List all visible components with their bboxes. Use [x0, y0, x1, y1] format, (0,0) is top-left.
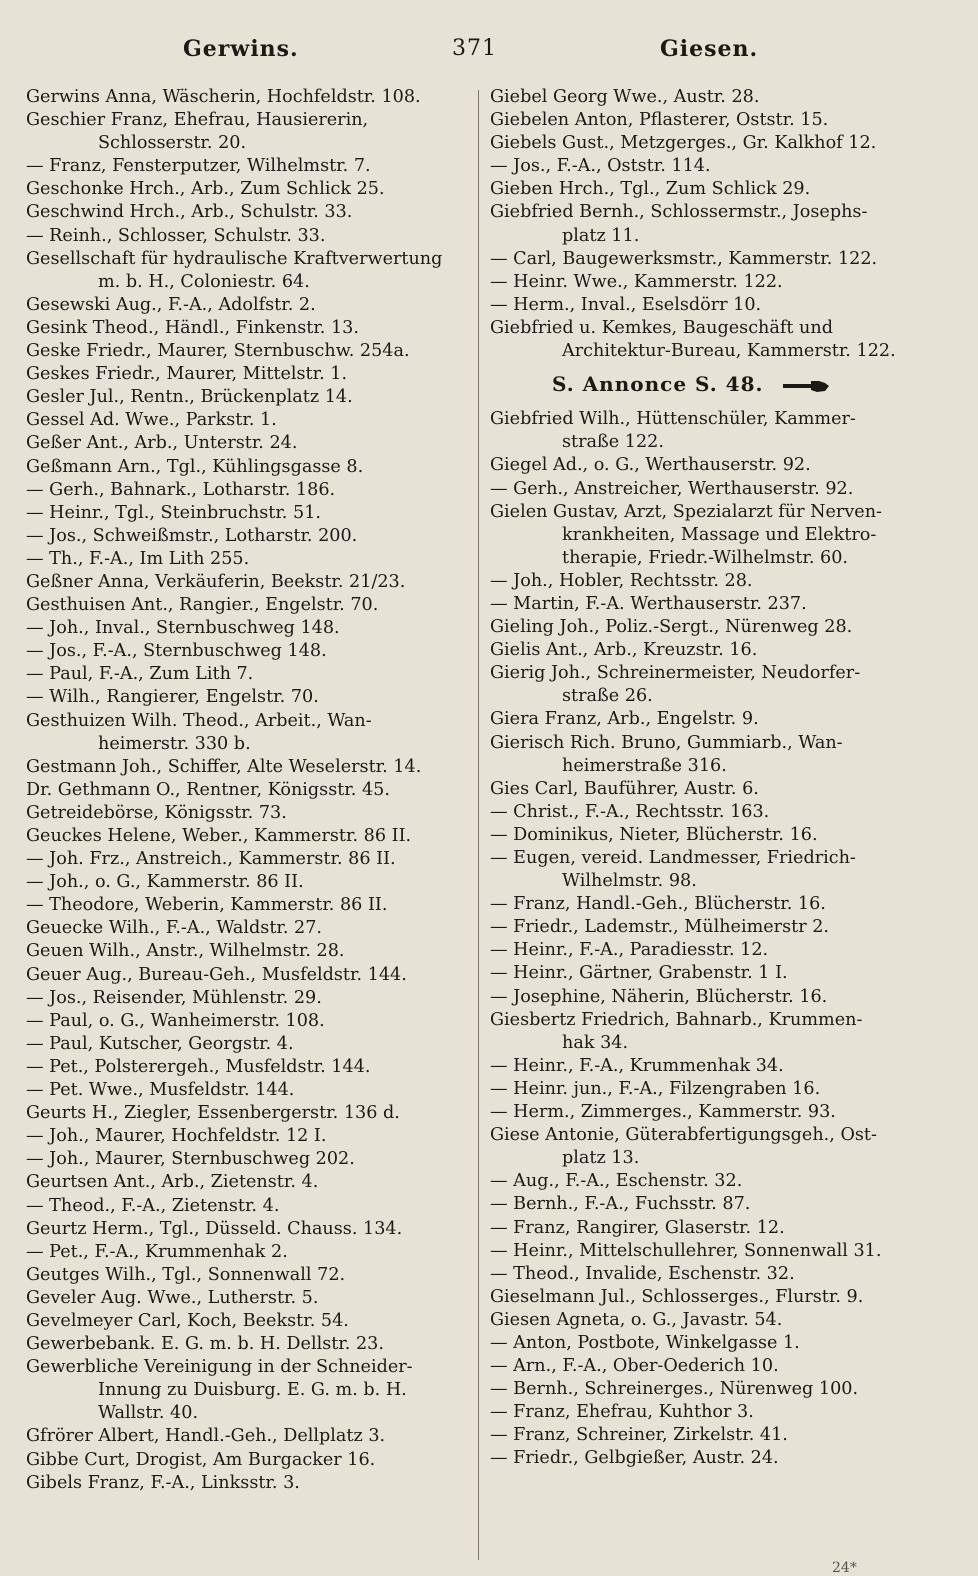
directory-entry — [490, 155, 932, 178]
entry-line: — Gerh., Anstreicher, Werthauserstr. 92. — [490, 478, 854, 499]
directory-entry — [26, 594, 466, 617]
entry-line: — Joh., Inval., Sternbuschweg 148. — [26, 618, 340, 639]
directory-entry — [490, 708, 932, 731]
directory-entry — [26, 178, 466, 201]
entry-line: Giese Antonie, Güterabfertigungsgeh., Ost- — [490, 1125, 877, 1146]
entry-line: — Herm., Inval., Eselsdörr 10. — [490, 294, 762, 315]
entry-continuation-line: therapie, Friedr.-Wilhelmstr. 60. — [562, 547, 848, 568]
entry-line: — Joh., Maurer, Sternbuschweg 202. — [26, 1149, 355, 1170]
entry-line: — Bernh., F.-A., Fuchsstr. 87. — [490, 1194, 751, 1215]
directory-entry — [26, 617, 466, 640]
directory-entry — [26, 225, 466, 248]
right-column-bottom-entries — [490, 408, 932, 1470]
entry-line: — Arn., F.-A., Ober-Oederich 10. — [490, 1356, 779, 1377]
annonce-banner — [490, 373, 932, 396]
directory-entry — [490, 893, 932, 916]
directory-entry — [26, 825, 466, 848]
entry-line: — Franz, Handl.-Geh., Blücherstr. 16. — [490, 894, 826, 915]
entry-line: — Franz, Fensterputzer, Wilhelmstr. 7. — [26, 156, 371, 177]
directory-entry — [490, 1101, 932, 1124]
directory-entry — [26, 363, 466, 386]
directory-entry — [490, 501, 932, 570]
entry-line: — Anton, Postbote, Winkelgasse 1. — [490, 1332, 800, 1353]
entry-line: — Theodore, Weberin, Kammerstr. 86 II. — [26, 895, 388, 916]
directory-entry — [26, 109, 466, 155]
directory-entry — [26, 409, 466, 432]
directory-entry — [490, 1193, 932, 1216]
entry-line: — Aug., F.-A., Eschenstr. 32. — [490, 1171, 743, 1192]
directory-entry — [26, 248, 466, 294]
directory-entry — [26, 894, 466, 917]
directory-entry — [26, 710, 466, 756]
directory-entry — [26, 640, 466, 663]
page-number: 371 — [452, 36, 497, 61]
directory-entry — [26, 1218, 466, 1241]
entry-line: Geschier Franz, Ehefrau, Hausiererin, — [26, 110, 369, 131]
entry-line: Geßner Anna, Verkäuferin, Beekstr. 21/23. — [26, 571, 406, 592]
entry-line: — Gerh., Bahnark., Lotharstr. 186. — [26, 479, 336, 500]
entry-line: — Carl, Baugewerksmstr., Kammerstr. 122. — [490, 248, 878, 269]
entry-line: Gieselmann Jul., Schlosserges., Flurstr. 9. — [490, 1286, 864, 1307]
directory-entry — [26, 1425, 466, 1448]
directory-entry — [490, 1332, 932, 1355]
entry-line: Geskes Friedr., Maurer, Mittelstr. 1. — [26, 364, 348, 385]
directory-entry — [26, 1356, 466, 1425]
directory-entry — [26, 386, 466, 409]
entry-line: Geuecke Wilh., F.-A., Waldstr. 27. — [26, 918, 323, 939]
entry-line: — Jos., F.-A., Sternbuschweg 148. — [26, 641, 327, 662]
directory-entry — [490, 847, 932, 893]
entry-continuation-line: Innung zu Duisburg. E. G. m. b. H. — [98, 1380, 407, 1401]
entry-line: — Paul, Kutscher, Georgstr. 4. — [26, 1033, 294, 1054]
right-column — [490, 86, 932, 1471]
directory-entry — [26, 1148, 466, 1171]
entry-line: — Paul, o. G., Wanheimerstr. 108. — [26, 1010, 325, 1031]
entry-line: Gesler Jul., Rentn., Brückenplatz 14. — [26, 387, 353, 408]
entry-line: — Theod., F.-A., Zietenstr. 4. — [26, 1195, 280, 1216]
entry-line: Giesbertz Friedrich, Bahnarb., Krummen- — [490, 1009, 863, 1030]
entry-line: — Josephine, Näherin, Blücherstr. 16. — [490, 986, 828, 1007]
entry-line: Geurtsen Ant., Arb., Zietenstr. 4. — [26, 1172, 319, 1193]
left-column — [26, 86, 466, 1495]
entry-continuation-line: heimerstraße 316. — [562, 755, 727, 776]
directory-entry — [26, 1125, 466, 1148]
directory-entry — [490, 778, 932, 801]
entry-line: Geuckes Helene, Weber., Kammerstr. 86 II. — [26, 826, 412, 846]
entry-line: Geschwind Hrch., Arb., Schulstr. 33. — [26, 202, 353, 223]
entry-continuation-line: m. b. H., Coloniestr. 64. — [98, 271, 310, 292]
entry-line: Giera Franz, Arb., Engelstr. 9. — [490, 709, 759, 730]
directory-entry — [26, 1241, 466, 1264]
entry-line: Gies Carl, Bauführer, Austr. 6. — [490, 778, 759, 799]
entry-line: Geuen Wilh., Anstr., Wilhelmstr. 28. — [26, 941, 345, 962]
directory-entry — [26, 317, 466, 340]
entry-continuation-line: Schlosserstr. 20. — [98, 133, 247, 154]
entry-line: — Friedr., Gelbgießer, Austr. 24. — [490, 1448, 779, 1469]
entry-line: Gesellschaft für hydraulische Kraftverwertung — [26, 248, 443, 269]
entry-line: Geske Friedr., Maurer, Sternbuschw. 254a. — [26, 341, 410, 362]
directory-entry — [26, 663, 466, 686]
entry-line: Gesewski Aug., F.-A., Adolfstr. 2. — [26, 294, 316, 315]
entry-line: Giebfried u. Kemkes, Baugeschäft und — [490, 317, 833, 338]
entry-line: Geschonke Hrch., Arb., Zum Schlick 25. — [26, 179, 385, 200]
directory-entry — [26, 201, 466, 224]
entry-line: — Heinr., F.-A., Paradiesstr. 12. — [490, 940, 769, 961]
entry-line: — Heinr., Tgl., Steinbruchstr. 51. — [26, 502, 321, 523]
directory-entry — [26, 756, 466, 779]
directory-entry — [26, 1449, 466, 1472]
entry-continuation-line: straße 122. — [562, 432, 664, 453]
entry-line: — Eugen, vereid. Landmesser, Friedrich- — [490, 848, 856, 868]
entry-line: Gieben Hrch., Tgl., Zum Schlick 29. — [490, 179, 811, 200]
directory-entry — [26, 525, 466, 548]
entry-line: Giebfried Wilh., Hüttenschüler, Kammer- — [490, 409, 856, 430]
directory-entry — [490, 1355, 932, 1378]
entry-line: Gfrörer Albert, Handl.-Geh., Dellplatz 3. — [26, 1426, 386, 1447]
directory-entry — [26, 1079, 466, 1102]
entry-line: Gibels Franz, F.-A., Linksstr. 3. — [26, 1472, 300, 1493]
directory-entry — [490, 132, 932, 155]
directory-entry — [490, 1309, 932, 1332]
directory-entry — [26, 479, 466, 502]
entry-line: Gessel Ad. Wwe., Parkstr. 1. — [26, 410, 277, 431]
entry-line: Giebelen Anton, Pflasterer, Oststr. 15. — [490, 110, 829, 131]
entry-line: Geuer Aug., Bureau-Geh., Musfeldstr. 144. — [26, 964, 407, 985]
entry-line: — Jos., Reisender, Mühlenstr. 29. — [26, 987, 322, 1008]
entry-line: — Pet. Wwe., Musfeldstr. 144. — [26, 1080, 295, 1101]
directory-entry — [490, 1263, 932, 1286]
entry-line: Dr. Gethmann O., Rentner, Königsstr. 45. — [26, 779, 390, 800]
directory-entry — [26, 686, 466, 709]
entry-line: Gielen Gustav, Arzt, Spezialarzt für Nerven- — [490, 501, 882, 522]
directory-entry — [490, 1240, 932, 1263]
entry-line: Giesen Agneta, o. G., Javastr. 54. — [490, 1309, 783, 1330]
directory-entry — [490, 824, 932, 847]
entry-line: Giebfried Bernh., Schlossermstr., Josephs- — [490, 202, 868, 223]
directory-entry — [490, 916, 932, 939]
entry-line: Giebels Gust., Metzgerges., Gr. Kalkhof 12. — [490, 133, 877, 154]
entry-continuation-line: straße 26. — [562, 686, 653, 707]
entry-line: — Joh., o. G., Kammerstr. 86 II. — [26, 872, 304, 893]
entry-line: Gewerbebank. E. G. m. b. H. Dellstr. 23. — [26, 1334, 384, 1355]
directory-entry — [26, 1310, 466, 1333]
annonce-text: S. Annonce S. 48. — [552, 372, 764, 397]
entry-line: — Heinr. jun., F.-A., Filzengraben 16. — [490, 1078, 821, 1099]
entry-line: — Paul, F.-A., Zum Lith 7. — [26, 664, 254, 685]
entry-line: Gieling Joh., Poliz.-Sergt., Nürenweg 28. — [490, 617, 853, 638]
directory-entry — [490, 1124, 932, 1170]
entry-line: — Jos., F.-A., Oststr. 114. — [490, 156, 711, 177]
header-left-catchword: Gerwins. — [183, 36, 299, 62]
directory-entry — [490, 1401, 932, 1424]
entry-line: — Pet., F.-A., Krummenhak 2. — [26, 1241, 288, 1262]
directory-entry — [490, 801, 932, 824]
entry-line: Gibbe Curt, Drogist, Am Burgacker 16. — [26, 1449, 376, 1470]
directory-entry — [26, 1010, 466, 1033]
directory-entry — [26, 548, 466, 571]
entry-line: — Franz, Rangirer, Glaserstr. 12. — [490, 1217, 785, 1238]
entry-continuation-line: hak 34. — [562, 1032, 629, 1053]
entry-line: — Reinh., Schlosser, Schulstr. 33. — [26, 225, 326, 246]
directory-entry — [490, 317, 932, 363]
directory-entry — [490, 1447, 932, 1470]
directory-entry — [490, 570, 932, 593]
entry-continuation-line: heimerstr. 330 b. — [98, 733, 251, 754]
entry-line: — Joh. Frz., Anstreich., Kammerstr. 86 II. — [26, 849, 396, 870]
directory-entry — [26, 964, 466, 987]
directory-entry — [490, 1078, 932, 1101]
entry-line: Gevelmeyer Carl, Koch, Beekstr. 54. — [26, 1310, 349, 1331]
directory-entry — [490, 1055, 932, 1078]
directory-entry — [490, 408, 932, 454]
entry-continuation-line: platz 11. — [562, 225, 640, 246]
directory-entry — [490, 1424, 932, 1447]
entry-line: Gielis Ant., Arb., Kreuzstr. 16. — [490, 640, 758, 661]
directory-entry — [26, 456, 466, 479]
directory-entry — [490, 1009, 932, 1055]
entry-line: Gesink Theod., Händl., Finkenstr. 13. — [26, 317, 359, 338]
entry-continuation-line: Architektur-Bureau, Kammerstr. 122. — [562, 341, 896, 362]
entry-line: Gestmann Joh., Schiffer, Alte Weselerstr. 14. — [26, 756, 422, 777]
entry-line: — Joh., Maurer, Hochfeldstr. 12 I. — [26, 1126, 327, 1147]
directory-entry — [26, 1287, 466, 1310]
directory-entry — [26, 848, 466, 871]
entry-line: Gierig Joh., Schreinermeister, Neudorfer- — [490, 663, 861, 684]
entry-line: — Theod., Invalide, Eschenstr. 32. — [490, 1263, 795, 1284]
entry-line: Gierisch Rich. Bruno, Gummiarb., Wan- — [490, 732, 843, 753]
directory-entry — [490, 201, 932, 247]
directory-entry — [26, 571, 466, 594]
page-header — [0, 36, 978, 76]
entry-line: — Heinr., Mittelschullehrer, Sonnenwall 31. — [490, 1240, 882, 1261]
directory-entry — [490, 294, 932, 317]
directory-entry — [26, 340, 466, 363]
entry-line: — Joh., Hobler, Rechtsstr. 28. — [490, 570, 753, 591]
directory-entry — [490, 639, 932, 662]
entry-line: — Heinr., F.-A., Krummenhak 34. — [490, 1055, 784, 1076]
directory-entry — [26, 1056, 466, 1079]
directory-entry — [26, 1264, 466, 1287]
entry-line: — Pet., Polsterergeh., Musfeldstr. 144. — [26, 1056, 371, 1077]
directory-entry — [26, 1195, 466, 1218]
entry-line: Gesthuizen Wilh. Theod., Arbeit., Wan- — [26, 710, 372, 731]
entry-line: — Herm., Zimmerges., Kammerstr. 93. — [490, 1102, 836, 1123]
column-divider — [478, 90, 479, 1560]
header-right-catchword: Giesen. — [660, 36, 759, 62]
entry-line: — Martin, F.-A. Werthauserstr. 237. — [490, 593, 807, 614]
entry-line: — Heinr., Gärtner, Grabenstr. 1 I. — [490, 963, 788, 984]
directory-entry — [26, 1171, 466, 1194]
directory-entry — [26, 155, 466, 178]
directory-entry — [490, 1286, 932, 1309]
directory-entry — [490, 86, 932, 109]
directory-entry — [26, 1333, 466, 1356]
directory-entry — [490, 248, 932, 271]
directory-entry — [26, 502, 466, 525]
entry-line: — Franz, Ehefrau, Kuhthor 3. — [490, 1402, 754, 1423]
entry-line: Geßer Ant., Arb., Unterstr. 24. — [26, 433, 298, 454]
directory-entry — [490, 986, 932, 1009]
entry-line: — Jos., Schweißmstr., Lotharstr. 200. — [26, 525, 358, 546]
directory-entry — [26, 432, 466, 455]
directory-entry — [26, 294, 466, 317]
directory-entry — [26, 779, 466, 802]
directory-entry — [490, 271, 932, 294]
entry-line: Geutges Wilh., Tgl., Sonnenwall 72. — [26, 1264, 346, 1285]
entry-line: Gewerbliche Vereinigung in der Schneider- — [26, 1357, 413, 1378]
directory-entry — [490, 616, 932, 639]
directory-entry — [490, 593, 932, 616]
directory-entry — [26, 940, 466, 963]
entry-line: — Th., F.-A., Im Lith 255. — [26, 548, 250, 569]
directory-entry — [490, 478, 932, 501]
directory-entry — [490, 1217, 932, 1240]
directory-entry — [490, 178, 932, 201]
entry-continuation-line: Wallstr. 40. — [98, 1403, 199, 1424]
entry-continuation-line: platz 13. — [562, 1148, 640, 1169]
directory-entry — [490, 454, 932, 477]
directory-entry — [26, 1102, 466, 1125]
pointing-hand-icon — [781, 377, 831, 395]
entry-line: — Wilh., Rangierer, Engelstr. 70. — [26, 687, 319, 708]
entry-line: — Franz, Schreiner, Zirkelstr. 41. — [490, 1425, 788, 1446]
entry-line: — Friedr., Lademstr., Mülheimerstr 2. — [490, 917, 829, 938]
directory-entry — [490, 662, 932, 708]
entry-line: — Christ., F.-A., Rechtsstr. 163. — [490, 801, 770, 822]
right-column-top-entries — [490, 86, 932, 363]
entry-line: Getreidebörse, Königsstr. 73. — [26, 802, 287, 823]
directory-entry — [490, 962, 932, 985]
directory-entry — [26, 802, 466, 825]
directory-entry — [490, 1170, 932, 1193]
directory-entry — [26, 86, 466, 109]
entry-continuation-line: krankheiten, Massage und Elektro- — [562, 524, 877, 545]
entry-line: Geveler Aug. Wwe., Lutherstr. 5. — [26, 1287, 319, 1308]
directory-entry — [26, 917, 466, 940]
entry-line: Gesthuisen Ant., Rangier., Engelstr. 70. — [26, 595, 379, 616]
entry-continuation-line: Wilhelmstr. 98. — [562, 871, 697, 892]
entry-line: Geurtz Herm., Tgl., Düsseld. Chauss. 134. — [26, 1218, 403, 1239]
entry-line: Geßmann Arn., Tgl., Kühlingsgasse 8. — [26, 456, 364, 477]
entry-line: Giegel Ad., o. G., Werthauserstr. 92. — [490, 455, 811, 476]
directory-entry — [490, 109, 932, 132]
entry-line: Gerwins Anna, Wäscherin, Hochfeldstr. 108. — [26, 87, 421, 107]
directory-entry — [26, 1472, 466, 1495]
directory-entry — [490, 732, 932, 778]
entry-line: — Bernh., Schreinerges., Nürenweg 100. — [490, 1379, 859, 1400]
directory-entry — [26, 987, 466, 1010]
entry-line: Geurts H., Ziegler, Essenbergerstr. 136 d. — [26, 1103, 400, 1124]
directory-entry — [26, 871, 466, 894]
directory-entry — [490, 939, 932, 962]
entry-line: — Heinr. Wwe., Kammerstr. 122. — [490, 271, 783, 292]
entry-line: — Dominikus, Nieter, Blücherstr. 16. — [490, 824, 818, 845]
directory-entry — [490, 1378, 932, 1401]
directory-entry — [26, 1033, 466, 1056]
entry-line: Giebel Georg Wwe., Austr. 28. — [490, 87, 760, 107]
signature-mark: 24* — [832, 1560, 857, 1576]
